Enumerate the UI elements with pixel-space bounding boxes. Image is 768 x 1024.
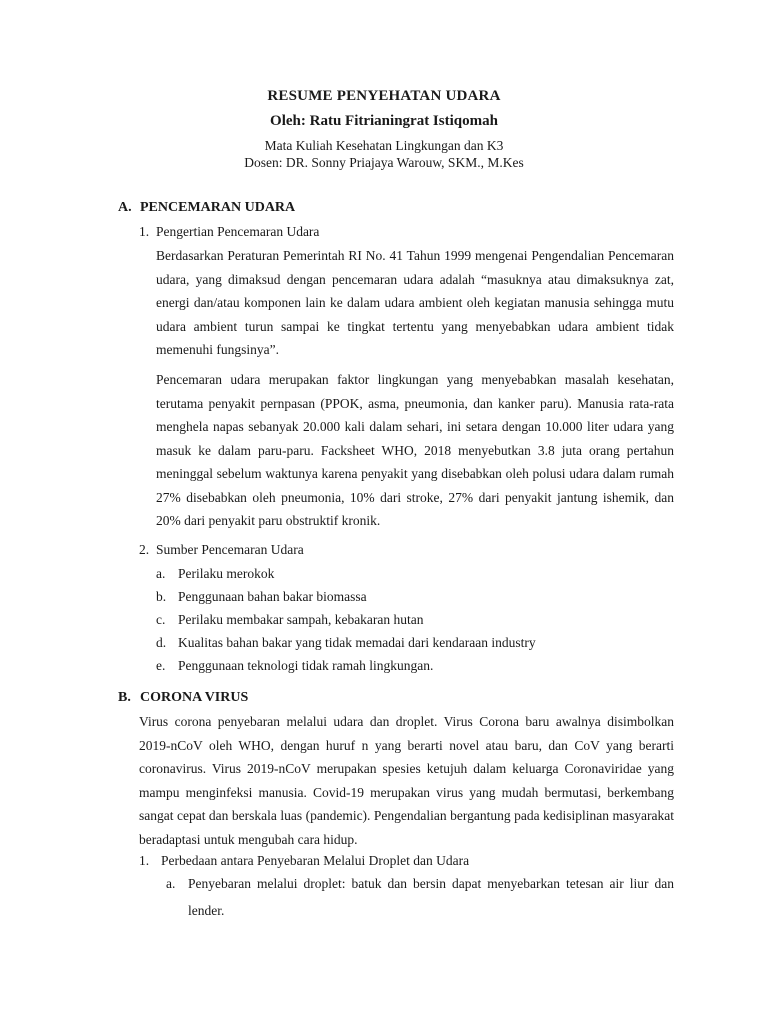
section-b-sub1-number: 1. — [139, 853, 150, 868]
list-item-marker: a. — [156, 566, 166, 581]
section-b-paragraph-1: Virus corona penyebaran melalui udara dan droplet. Virus Corona baru awalnya disimbolkan 2019-nCoV oleh WHO, dengan huruf n yang berarti novel atau baru, dan CoV yang berarti coronavirus. Virus 2019-nCoV merupakan spesies ketujuh dalam keluarga Coronaviridae yang mampu menginfeksi manusia. Covid-19 merupakan virus yang mudah bermutasi, berkembang sangat cepat dan berskala luas (pandemic). Pengendalian bergantung pada kedisiplinan masyarakat beradaptasi untuk mengubah cara hidup. — [139, 714, 674, 847]
list-item-text: Perilaku merokok — [178, 566, 275, 581]
list-item-marker: c. — [156, 612, 166, 627]
section-a-sub2-title: Sumber Pencemaran Udara — [156, 542, 304, 557]
section-b-sub1-title: Perbedaan antara Penyebaran Melalui Droplet dan Udara — [161, 853, 470, 868]
section-a-sub1-title: Pengertian Pencemaran Udara — [156, 224, 320, 239]
section-b-heading — [118, 690, 248, 706]
lecturer-name: Dosen: DR. Sonny Priajaya Warouw, SKM., M.Kes — [244, 155, 524, 170]
list-item-text: Penggunaan bahan bakar biomassa — [178, 589, 367, 604]
list-item — [166, 870, 674, 924]
list-item-marker: b. — [156, 589, 167, 604]
list-item-text: Perilaku membakar sampah, kebakaran hutan — [178, 612, 424, 627]
section-a-sub2-number: 2. — [139, 542, 150, 557]
section-b-title: CORONA VIRUS — [140, 690, 249, 705]
section-a-sub1-paragraph-2: Pencemaran udara merupakan faktor lingkungan yang menyebabkan masalah kesehatan, terutama penyakit pernpasan (PPOK, asma, pneumonia, dan kanker paru). Manusia rata-rata menghela napas sebanyak 20.000 kali dalam sehari, ini setara dengan 10.000 liter udara yang masuk ke dalam paru-paru. Facksheet WHO, 2018 menyebutkan 3.8 juta orang pertahun meninggal sebelum waktunya karena penyakit yang disebabkan oleh polusi udara dalam rumah 27% disebabkan oleh pneumonia, 10% dari stroke, 27% dari penyakit jantung ishemik, dan 20% dari penyakit paru obstruktif kronik. — [156, 372, 674, 528]
section-a-sub1-paragraph-1: Berdasarkan Peraturan Pemerintah RI No. 41 Tahun 1999 mengenai Pengendalian Pencemaran udara, yang dimaksud dengan pencemaran udara adalah “masuknya atau dimaksuknya zat, energi dan/atau komponen lain ke dalam udara ambient oleh kegiatan manusia sehingga mutu udara ambient turun sampai ke tingkat tertentu yang menyebabkan udara ambient tidak memenuhi fungsinya”. — [156, 248, 674, 357]
course-name: Mata Kuliah Kesehatan Lingkungan dan K3 — [264, 138, 504, 153]
list-item-marker: e. — [156, 658, 166, 673]
section-a-sub1-number: 1. — [139, 224, 150, 239]
document-title: RESUME PENYEHATAN UDARA — [267, 88, 501, 104]
list-item-marker: d. — [156, 635, 167, 650]
section-a-heading — [118, 200, 295, 216]
list-item-text: Penyebaran melalui droplet: batuk dan bersin dapat menyebarkan tetesan air liur dan lender. — [188, 876, 674, 918]
section-b-letter: B. — [118, 690, 131, 705]
list-item-text: Kualitas bahan bakar yang tidak memadai dari kendaraan industry — [178, 635, 536, 650]
section-a-title: PENCEMARAN UDARA — [140, 200, 296, 215]
document-author: Oleh: Ratu Fitrianingrat Istiqomah — [270, 113, 498, 129]
section-a-letter: A. — [118, 200, 132, 215]
list-item-marker: a. — [166, 876, 176, 891]
list-item-text: Penggunaan teknologi tidak ramah lingkungan. — [178, 658, 434, 673]
